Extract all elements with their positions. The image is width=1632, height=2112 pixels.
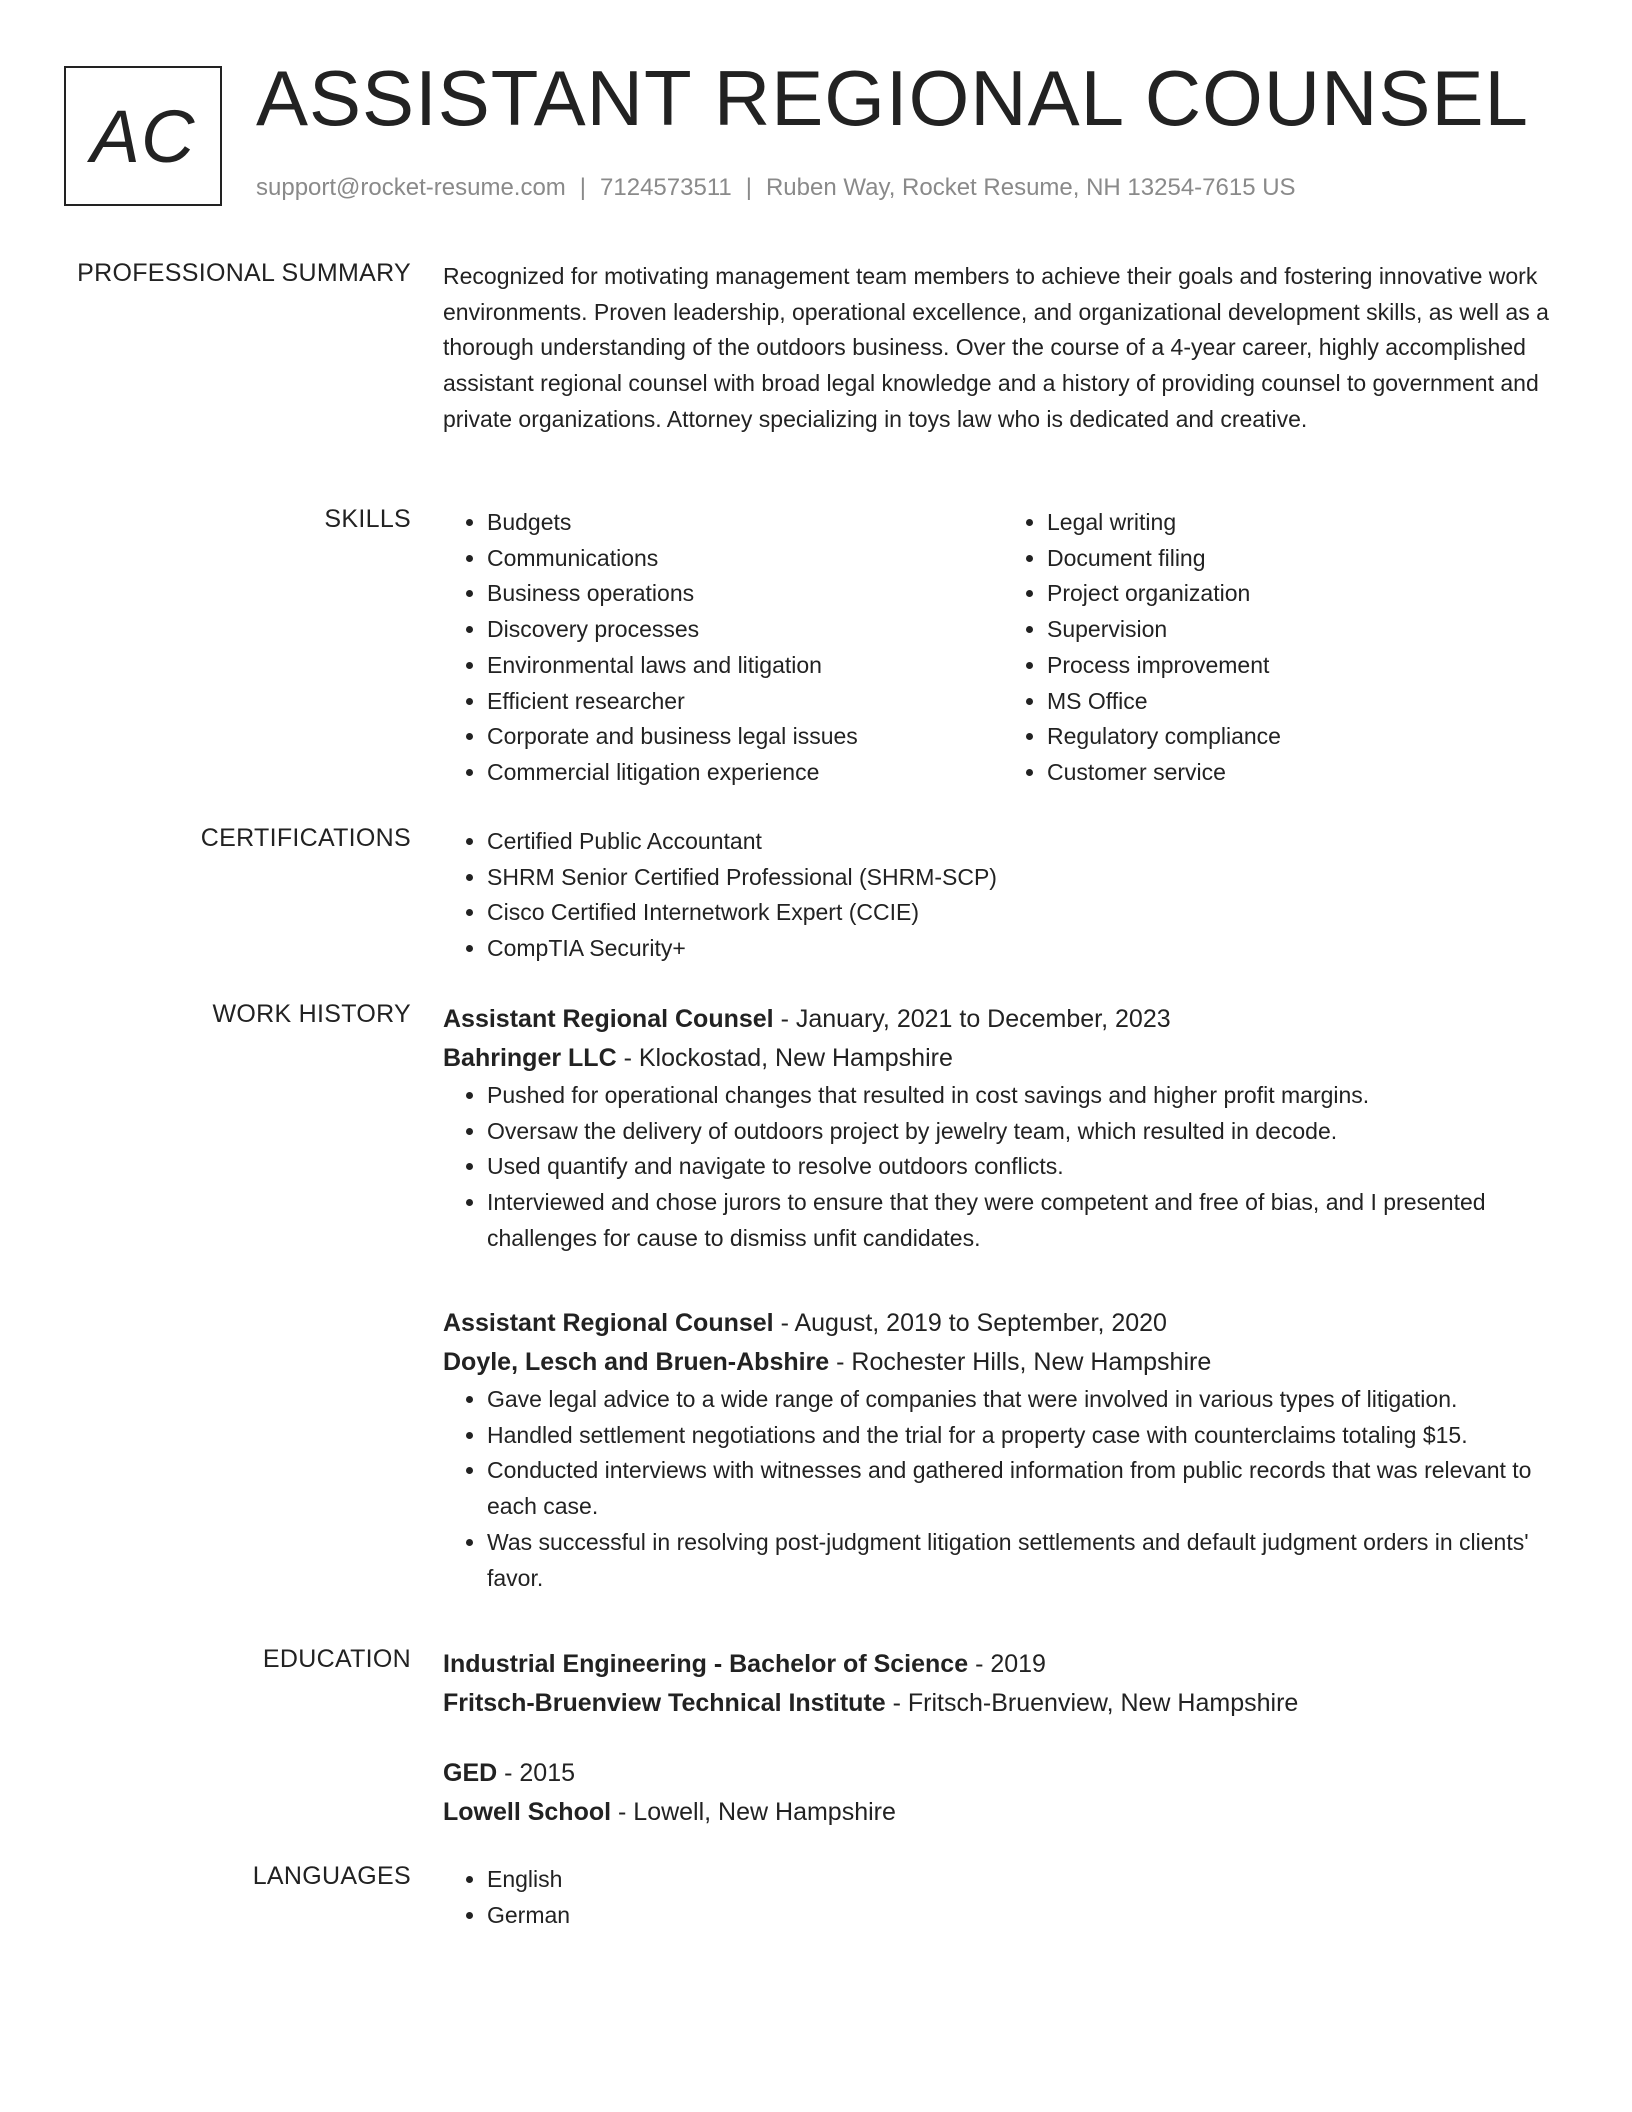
list-item: • Regulatory compliance bbox=[1047, 719, 1563, 755]
contact-line bbox=[256, 174, 1296, 202]
certifications-list bbox=[443, 824, 1563, 967]
education-entry bbox=[443, 1754, 1563, 1832]
job-title-line bbox=[443, 1000, 1563, 1039]
job-dates: - January, 2021 to December, 2023 bbox=[773, 1005, 1171, 1033]
section-label-work-history: WORK HISTORY bbox=[212, 1000, 411, 1028]
job-entry bbox=[443, 1000, 1563, 1257]
education-year: - 2015 bbox=[497, 1759, 576, 1787]
languages-list bbox=[443, 1862, 1563, 1933]
job-company-line bbox=[443, 1039, 1563, 1078]
page-title: ASSISTANT REGIONAL COUNSEL bbox=[256, 54, 1529, 142]
section-label-languages: LANGUAGES bbox=[252, 1862, 411, 1890]
list-item: • English bbox=[487, 1862, 1563, 1898]
education-school: Lowell School bbox=[443, 1798, 612, 1826]
job-company-line bbox=[443, 1343, 1563, 1382]
monogram-box bbox=[64, 66, 222, 206]
list-item: • Used quantify and navigate to resolve outdoors conflicts. bbox=[487, 1149, 1563, 1185]
education-location: - Fritsch-Bruenview, New Hampshire bbox=[885, 1689, 1299, 1717]
education-degree: Industrial Engineering - Bachelor of Science bbox=[443, 1650, 969, 1678]
list-item: • Project organization bbox=[1047, 576, 1563, 612]
education-degree: GED bbox=[443, 1759, 498, 1787]
list-item: • CompTIA Security+ bbox=[487, 931, 1563, 967]
list-item: • Was successful in resolving post-judgment litigation settlements and default judgment orders in clients' favor. bbox=[487, 1525, 1563, 1596]
list-item: • Pushed for operational changes that resulted in cost savings and higher profit margins. bbox=[487, 1078, 1563, 1114]
list-item: • Conducted interviews with witnesses and gathered information from public records that was relevant to each case. bbox=[487, 1453, 1563, 1524]
skills-list-right bbox=[1003, 505, 1563, 791]
contact-separator: | bbox=[745, 174, 752, 201]
skills-list-left bbox=[443, 505, 1003, 791]
list-item: • Document filing bbox=[1047, 541, 1563, 577]
list-item: • SHRM Senior Certified Professional (SHRM-SCP) bbox=[487, 860, 1563, 896]
section-label-skills: SKILLS bbox=[324, 505, 411, 533]
certifications-body bbox=[443, 824, 1563, 967]
list-item: • Efficient researcher bbox=[487, 684, 1003, 720]
job-location: - Rochester Hills, New Hampshire bbox=[829, 1348, 1212, 1376]
education-location: - Lowell, New Hampshire bbox=[611, 1798, 896, 1826]
education-degree-line bbox=[443, 1645, 1563, 1684]
job-dates: - August, 2019 to September, 2020 bbox=[773, 1309, 1167, 1337]
section-label-summary: PROFESSIONAL SUMMARY bbox=[77, 259, 411, 287]
list-item: • MS Office bbox=[1047, 684, 1563, 720]
skills-body bbox=[443, 505, 1563, 791]
list-item: • Discovery processes bbox=[487, 612, 1003, 648]
list-item: • Supervision bbox=[1047, 612, 1563, 648]
contact-address: Ruben Way, Rocket Resume, NH 13254-7615 US bbox=[765, 174, 1296, 201]
list-item: • Certified Public Accountant bbox=[487, 824, 1563, 860]
list-item: • Legal writing bbox=[1047, 505, 1563, 541]
job-title: Assistant Regional Counsel bbox=[443, 1005, 774, 1033]
section-label-certifications: CERTIFICATIONS bbox=[200, 824, 411, 852]
job-location: - Klockostad, New Hampshire bbox=[616, 1044, 953, 1072]
summary-text: Recognized for motivating management team members to achieve their goals and fostering innovative work environments. Proven leadership, operational excellence, and organizational development skills, as well as a thorough understanding of the outdoors business. Over the course of a 4-year career, highly accomplished assistant regional counsel with broad legal knowledge and a history of providing counsel to government and private organizations. Attorney specializing in toys law who is dedicated and creative. bbox=[443, 263, 1549, 432]
job-title: Assistant Regional Counsel bbox=[443, 1309, 774, 1337]
education-year: - 2019 bbox=[968, 1650, 1046, 1678]
education-school: Fritsch-Bruenview Technical Institute bbox=[443, 1689, 886, 1717]
list-item: • Communications bbox=[487, 541, 1003, 577]
contact-email: support@rocket-resume.com bbox=[256, 174, 566, 201]
list-item: • Gave legal advice to a wide range of companies that were involved in various types of litigation. bbox=[487, 1382, 1563, 1418]
job-company: Doyle, Lesch and Bruen-Abshire bbox=[443, 1348, 830, 1376]
summary-body bbox=[443, 259, 1563, 438]
languages-body bbox=[443, 1862, 1563, 1933]
list-item: • Cisco Certified Internetwork Expert (CCIE) bbox=[487, 895, 1563, 931]
contact-phone: 7124573511 bbox=[600, 174, 732, 201]
list-item: • Handled settlement negotiations and the trial for a property case with counterclaims totaling $15. bbox=[487, 1418, 1563, 1454]
list-item: • Commercial litigation experience bbox=[487, 755, 1003, 791]
list-item: • Corporate and business legal issues bbox=[487, 719, 1003, 755]
list-item: • Interviewed and chose jurors to ensure that they were competent and free of bias, and I presented challenges for cause to dismiss unfit candidates. bbox=[487, 1185, 1563, 1256]
section-label-education: EDUCATION bbox=[262, 1645, 411, 1673]
job-entry bbox=[443, 1304, 1563, 1596]
education-school-line bbox=[443, 1793, 1563, 1832]
list-item: • Budgets bbox=[487, 505, 1003, 541]
list-item: • Oversaw the delivery of outdoors project by jewelry team, which resulted in decode. bbox=[487, 1114, 1563, 1150]
list-item: • Process improvement bbox=[1047, 648, 1563, 684]
list-item: • German bbox=[487, 1898, 1563, 1934]
job-bullets bbox=[443, 1382, 1563, 1596]
job-company: Bahringer LLC bbox=[443, 1044, 617, 1072]
list-item: • Business operations bbox=[487, 576, 1003, 612]
job-title-line bbox=[443, 1304, 1563, 1343]
education-entry bbox=[443, 1645, 1563, 1723]
contact-separator: | bbox=[579, 174, 587, 201]
monogram-initials: AC bbox=[90, 94, 196, 178]
list-item: • Customer service bbox=[1047, 755, 1563, 791]
education-school-line bbox=[443, 1684, 1563, 1723]
job-bullets bbox=[443, 1078, 1563, 1257]
skills-columns bbox=[443, 505, 1563, 791]
list-item: • Environmental laws and litigation bbox=[487, 648, 1003, 684]
education-degree-line bbox=[443, 1754, 1563, 1793]
